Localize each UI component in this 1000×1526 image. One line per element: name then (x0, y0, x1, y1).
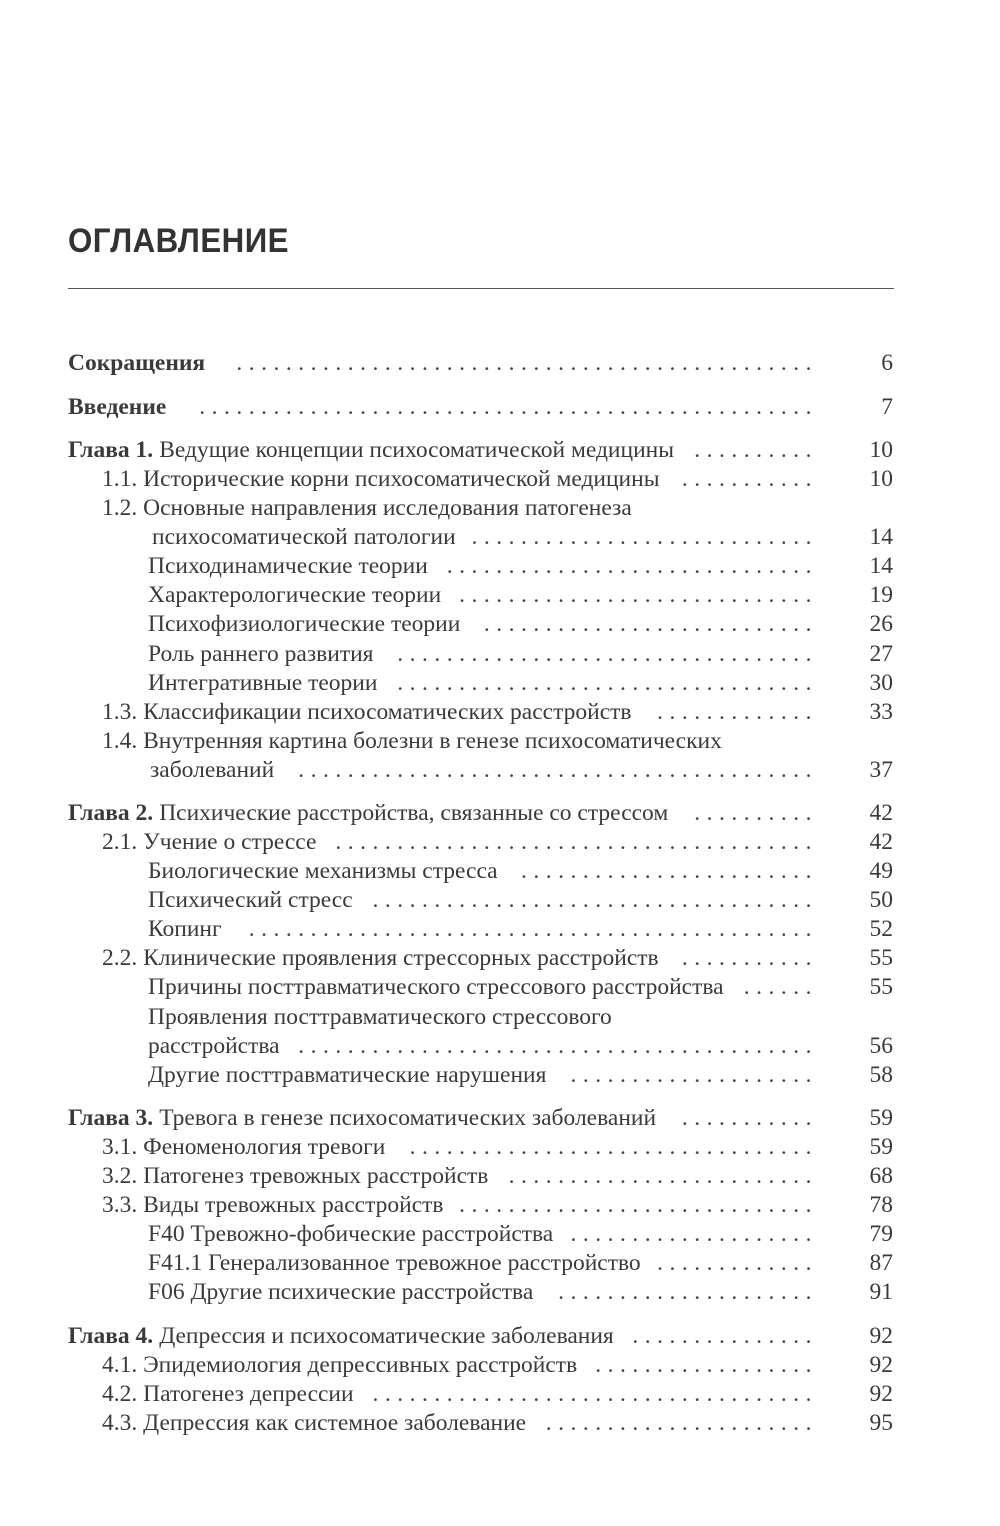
toc-entry-text: Роль раннего развития (148, 641, 374, 667)
toc-entry-title (148, 915, 222, 944)
toc-entry (0, 886, 1000, 915)
toc-entry (0, 1409, 1000, 1438)
toc-dot-leader: ...... (743, 974, 818, 1000)
toc-dot-leader: ............... (632, 1323, 818, 1349)
toc-entry-text: Проявления посттравматического стрессового (148, 1004, 612, 1030)
toc-dot-leader: .......... (694, 437, 818, 463)
toc-dot-leader: .............................................. (248, 916, 818, 942)
toc-entry (0, 1249, 1000, 1278)
toc-entry-text: 2.1. Учение о стрессе (102, 829, 317, 855)
toc-entry-title (102, 465, 660, 494)
toc-dot-leader: .................... (570, 1221, 818, 1247)
toc-dot-leader: ............................ (471, 524, 818, 550)
toc-entry-text: 3.2. Патогенез тревожных расстройств (102, 1163, 489, 1189)
toc-dot-leader: .............................. (446, 553, 818, 579)
toc-entry-text: F41.1 Генерализованное тревожное расстройство (148, 1250, 641, 1276)
toc-page-number: 91 (869, 1279, 893, 1305)
toc-entry-text: 4.2. Патогенез депрессии (102, 1381, 354, 1407)
toc-entry-title (102, 1133, 385, 1162)
toc-page-number: 87 (869, 1250, 893, 1276)
toc-entry-title (148, 1220, 553, 1249)
toc-entry-text: Ведущие концепции психосоматической медицины (159, 437, 675, 463)
toc-entry-title (68, 349, 211, 378)
toc-dot-leader: .......................................... (298, 1033, 818, 1059)
toc-entry (0, 915, 1000, 944)
toc-entry-title (148, 973, 724, 1002)
toc-entry-text: Психодинамические теории (148, 553, 428, 579)
toc-entry-text: F06 Другие психические расстройства (148, 1279, 534, 1305)
toc-page-number: 79 (869, 1221, 893, 1247)
toc-entry-title (102, 1409, 526, 1438)
toc-dot-leader: ........... (681, 466, 818, 492)
toc-entry (0, 349, 1000, 378)
toc-entry-title (148, 552, 428, 581)
toc-dot-leader: ............................. (459, 1192, 818, 1218)
toc-page-number: 58 (869, 1062, 893, 1088)
toc-dot-leader: ........................ (521, 858, 818, 884)
toc-entry (0, 1162, 1000, 1191)
toc-entry (0, 523, 1000, 552)
toc-entry (0, 669, 1000, 698)
toc-page-number: 14 (869, 524, 893, 550)
toc-dot-leader: ..................... (558, 1279, 818, 1305)
toc-entry-text: расстройства (148, 1033, 280, 1059)
toc-entry-text: 1.3. Классификации психосоматических расстройств (102, 699, 632, 725)
toc-entry-text: F40 Тревожно-фобические расстройства (148, 1221, 554, 1247)
toc-page-number: 50 (869, 887, 893, 913)
toc-entry (0, 465, 1000, 494)
toc-entry-text: 3.3. Виды тревожных расстройств (102, 1192, 444, 1218)
toc-entry (0, 1322, 1000, 1351)
toc-entry-title (150, 756, 274, 785)
toc-dot-leader: ........................... (483, 611, 818, 637)
toc-entry-title (148, 1249, 641, 1278)
toc-entry-text: психосоматической патологии (152, 524, 456, 550)
toc-entry-title (102, 1380, 354, 1409)
toc-entry-text: 2.2. Клинические проявления стрессорных расстройств (102, 945, 659, 971)
toc-dot-leader: ....................................... (335, 829, 818, 855)
toc-entry-text: заболеваний (150, 757, 275, 783)
toc-entry-title (102, 727, 722, 756)
toc-page-number: 56 (869, 1033, 893, 1059)
toc-entry (0, 1032, 1000, 1061)
toc-entry (0, 1351, 1000, 1380)
toc-page-number: 7 (881, 394, 893, 420)
toc-entry (0, 973, 1000, 1002)
toc-entry-label: Глава 1. (68, 437, 154, 463)
toc-entry-title (148, 1278, 533, 1307)
toc-entry-text: 4.3. Депрессия как системное заболевание (102, 1410, 527, 1436)
toc-page-number: 42 (869, 800, 893, 826)
toc-dot-leader: .......... (694, 800, 818, 826)
toc-page-number: 6 (881, 350, 893, 376)
toc-entry (0, 756, 1000, 785)
toc-entry-title (148, 669, 377, 698)
toc-entry (0, 581, 1000, 610)
toc-dot-leader: .................... (570, 1062, 818, 1088)
toc-entry-label: Глава 4. (68, 1323, 154, 1349)
toc-dot-leader: ...................... (545, 1410, 818, 1436)
toc-dot-leader: ........... (681, 945, 818, 971)
toc-dot-leader: .................................. (397, 670, 818, 696)
toc-entry (0, 610, 1000, 639)
toc-entry (0, 1003, 1000, 1032)
toc-entry-title (102, 1191, 444, 1220)
toc-page-number: 55 (869, 974, 893, 1000)
toc-entry-title (102, 828, 316, 857)
toc-entry (0, 1191, 1000, 1220)
toc-page-number: 49 (869, 858, 893, 884)
toc-entry-title (68, 799, 668, 828)
page-title: ОГЛАВЛЕНИЕ (68, 222, 289, 260)
toc-entry (0, 828, 1000, 857)
toc-entry-title (102, 698, 632, 727)
toc-dot-leader: ........... (681, 1105, 818, 1131)
toc-entry-label: Глава 3. (68, 1105, 154, 1131)
toc-entry-title (148, 1003, 612, 1032)
toc-entry-label: Сокращения (68, 350, 206, 376)
toc-entry (0, 1380, 1000, 1409)
toc-entry-title (148, 640, 373, 669)
toc-entry-text: 1.1. Исторические корни психосоматической медицины (102, 466, 660, 492)
toc-page-number: 14 (869, 553, 893, 579)
toc-entry-title (148, 1061, 546, 1090)
toc-entry (0, 857, 1000, 886)
toc-entry-text: 1.2. Основные направления исследования патогенеза (102, 495, 632, 521)
toc-entry (0, 698, 1000, 727)
toc-dot-leader: ............. (657, 1250, 818, 1276)
toc-entry (0, 727, 1000, 756)
toc-entry-title (148, 581, 441, 610)
toc-page-number: 92 (869, 1323, 893, 1349)
toc-entry-title (148, 886, 353, 915)
toc-entry-label: Глава 2. (68, 800, 154, 826)
toc-entry-text: Копинг (148, 916, 222, 942)
toc-page-number: 59 (869, 1134, 893, 1160)
toc-page-number: 59 (869, 1105, 893, 1131)
toc-page-number: 26 (869, 611, 893, 637)
toc-page-number: 42 (869, 829, 893, 855)
toc-entry-title (68, 393, 172, 422)
toc-entry (0, 1220, 1000, 1249)
toc-entry-title (68, 436, 674, 465)
toc-entry (0, 1061, 1000, 1090)
toc-dot-leader: .................................... (372, 887, 818, 913)
toc-entry-text: Психические расстройства, связанные со стрессом (159, 800, 669, 826)
toc-page-number: 92 (869, 1381, 893, 1407)
toc-entry-title (102, 1351, 577, 1380)
toc-entry-text: 3.1. Феноменология тревоги (102, 1134, 386, 1160)
toc-page-number: 52 (869, 916, 893, 942)
toc-entry-text: Другие посттравматические нарушения (148, 1062, 547, 1088)
toc-dot-leader: .................................... (372, 1381, 818, 1407)
toc-entry-text: 4.1. Эпидемиология депрессивных расстройств (102, 1352, 578, 1378)
toc-entry-title (102, 944, 659, 973)
toc-dot-leader: ............................. (459, 582, 818, 608)
toc-entry-title (68, 1322, 614, 1351)
toc-dot-leader: .................. (595, 1352, 818, 1378)
toc-entry (0, 393, 1000, 422)
toc-dot-leader: ............................................... (236, 350, 818, 376)
toc-page-number: 10 (869, 437, 893, 463)
toc-entry (0, 1278, 1000, 1307)
toc-page-number: 27 (869, 641, 893, 667)
toc-dot-leader: .......................................... (298, 757, 818, 783)
toc-entry-text: 1.4. Внутренняя картина болезни в генезе психосоматических (102, 728, 722, 754)
toc-entry-text: Причины посттравматического стрессового расстройства (148, 974, 724, 1000)
toc-entry (0, 640, 1000, 669)
toc-page-number: 68 (869, 1163, 893, 1189)
toc-entry-title (148, 610, 460, 639)
toc-entry (0, 1133, 1000, 1162)
toc-entry-title (148, 1032, 280, 1061)
toc-page-number: 78 (869, 1192, 893, 1218)
toc-dot-leader: ......................... (508, 1163, 818, 1189)
toc-entry (0, 552, 1000, 581)
toc-page-number: 92 (869, 1352, 893, 1378)
toc-entry-text: Биологические механизмы стресса (148, 858, 498, 884)
toc-dot-leader: ............. (657, 699, 818, 725)
toc-entry-text: Депрессия и психосоматические заболевания (159, 1323, 614, 1349)
toc-dot-leader: .................................................. (199, 394, 818, 420)
toc-entry-text: Интегративные теории (148, 670, 378, 696)
toc-page-number: 10 (869, 466, 893, 492)
toc-page-number: 33 (869, 699, 893, 725)
toc-entry-title (152, 523, 456, 552)
toc-page-number: 19 (869, 582, 893, 608)
toc-page-number: 55 (869, 945, 893, 971)
toc-dot-leader: ................................. (409, 1134, 818, 1160)
toc-entry (0, 1104, 1000, 1133)
toc-entry-text: Тревога в генезе психосоматических заболеваний (159, 1105, 657, 1131)
toc-entry-title (148, 857, 498, 886)
toc-page-number: 30 (869, 670, 893, 696)
toc-page-number: 95 (869, 1410, 893, 1436)
toc-dot-leader: .................................. (397, 641, 818, 667)
toc-page-number: 37 (869, 757, 893, 783)
toc-entry (0, 494, 1000, 523)
toc-entry-text: Характерологические теории (148, 582, 442, 608)
toc-entry-title (68, 1104, 656, 1133)
toc-entry-title (102, 494, 632, 523)
title-divider (68, 288, 894, 289)
toc-entry-text: Психофизиологические теории (148, 611, 461, 637)
toc-entry (0, 799, 1000, 828)
toc-entry-title (102, 1162, 488, 1191)
toc-entry (0, 436, 1000, 465)
toc-entry-text: Психический стресс (148, 887, 353, 913)
toc-entry-label: Введение (68, 394, 167, 420)
toc-entry (0, 944, 1000, 973)
